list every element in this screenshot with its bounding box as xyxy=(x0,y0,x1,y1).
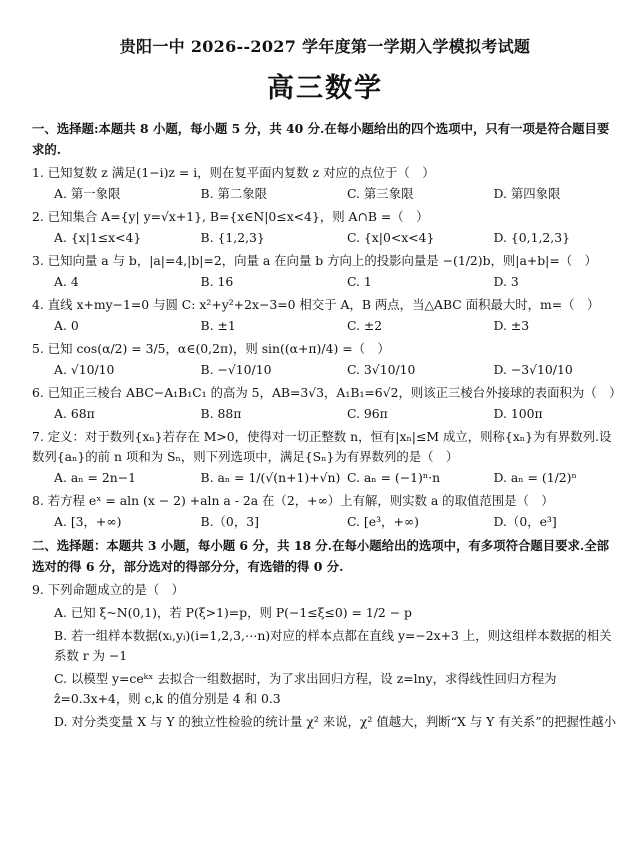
option-row xyxy=(32,468,618,488)
option-c: C. 3√10/10 xyxy=(347,362,416,377)
option-row xyxy=(32,512,618,532)
option-b: B. {1,2,3} xyxy=(200,230,265,245)
option-row xyxy=(32,316,618,336)
option-c: C. 第三象限 xyxy=(347,186,414,201)
option-row xyxy=(32,360,618,380)
option-c: C. aₙ = (−1)ⁿ·n xyxy=(347,470,441,485)
option-row xyxy=(32,228,618,248)
option-a: A. 0 xyxy=(54,318,79,333)
option-b: B. ±1 xyxy=(200,318,236,333)
option-a: A. 4 xyxy=(54,274,79,289)
option-c: C. 1 xyxy=(347,274,372,289)
question-stem: 6. 已知正三棱台 ABC−A₁B₁C₁ 的高为 5，AB=3√3，A₁B₁=6√2，则该正三棱台外接球的表面积为（ ） xyxy=(32,385,622,400)
question-3 xyxy=(32,251,618,292)
question-9-stem: 9. 下列命题成立的是（ ） xyxy=(32,582,185,597)
option-d: D. 第四象限 xyxy=(493,186,561,201)
option-a: A. {x|1≤x<4} xyxy=(54,230,142,245)
question-9-option-b: B. 若一组样本数据(xᵢ,yᵢ)(i=1,2,3,⋯n)对应的样本点都在直线 y=−2x+3 上，则这组样本数据的相关系数 r 为 −1 xyxy=(54,628,612,663)
option-b: B.（0，3] xyxy=(200,514,259,529)
question-stem: 8. 若方程 eˣ = aln (x − 2) +aln a - 2a 在（2，+∞）上有解，则实数 a 的取值范围是（ ） xyxy=(32,493,554,508)
question-4 xyxy=(32,295,618,336)
question-6 xyxy=(32,383,622,424)
section-2-instructions: 二、选择题：本题共 3 小题，每小题 6 分，共 18 分.在每小题给出的选项中，有多项符合题目要求.全部选对的得 6 分，部分选对的得部分分，有选错的得 0 分. xyxy=(32,538,610,574)
question-stem: 3. 已知向量 a 与 b，|a|=4,|b|=2，向量 a 在向量 b 方向上的投影向量是 −(1/2)b，则|a+b|=（ ） xyxy=(32,253,597,268)
option-d: D. −3√10/10 xyxy=(493,362,573,377)
option-b: B. 第二象限 xyxy=(200,186,268,201)
question-stem: 4. 直线 x+my−1=0 与圆 C: x²+y²+2x−3=0 相交于 A，B 两点，当△ABC 面积最大时，m=（ ） xyxy=(32,297,600,312)
section-1-instructions: 一、选择题:本题共 8 小题，每小题 5 分，共 40 分.在每小题给出的四个选项中，只有一项是符合题目要求的. xyxy=(32,121,610,157)
option-b: B. −√10/10 xyxy=(200,362,272,377)
option-a: A. 68π xyxy=(54,406,95,421)
question-9-option-c: C. 以模型 y=ceᵏˣ 去拟合一组数据时，为了求出回归方程，设 z=lny，求得线性回归方程为 ẑ=0.3x+4，则 c,k 的值分别是 4 和 0.3 xyxy=(54,671,557,706)
option-d: D. ±3 xyxy=(493,318,530,333)
option-d: D.（0，e³] xyxy=(493,514,557,529)
option-b: B. aₙ = 1/(√(n+1)+√n) xyxy=(200,470,341,485)
option-d: D. 3 xyxy=(493,274,519,289)
question-9-option-a: A. 已知 ξ~N(0,1)，若 P(ξ>1)=p，则 P(−1≤ξ≤0) = 1/2 − p xyxy=(54,605,412,620)
option-row xyxy=(32,184,618,204)
option-c: C. 96π xyxy=(347,406,388,421)
option-b: B. 88π xyxy=(200,406,242,421)
question-1 xyxy=(32,163,618,204)
option-d: D. {0,1,2,3} xyxy=(493,230,570,245)
question-list xyxy=(32,163,622,532)
option-d: D. 100π xyxy=(493,406,543,421)
question-stem: 1. 已知复数 z 满足(1−i)z = i，则在复平面内复数 z 对应的点位于（ ） xyxy=(32,165,435,180)
option-a: A. aₙ = 2n−1 xyxy=(54,470,136,485)
option-a: A. 第一象限 xyxy=(54,186,121,201)
question-8 xyxy=(32,491,618,532)
question-2 xyxy=(32,207,618,248)
question-stem: 2. 已知集合 A={y| y=√x+1}, B={x∈N|0≤x<4}，则 A∩B =（ ） xyxy=(32,209,429,224)
question-stem: 7. 定义：对于数列{xₙ}若存在 M>0，使得对一切正整数 n，恒有|xₙ|≤M 成立，则称{xₙ}为有界数列.设数列{aₙ}的前 n 项和为 Sₙ，则下列选项中，满足{Sₙ}为有界数列的是（ ） xyxy=(32,429,612,464)
exam-header: 贵阳一中 2026--2027 学年度第一学期入学模拟考试题 xyxy=(119,37,531,56)
option-c: C. ±2 xyxy=(347,318,383,333)
exam-title: 高三数学 xyxy=(267,73,383,104)
option-row xyxy=(32,272,618,292)
option-d: D. aₙ = (1/2)ⁿ xyxy=(493,470,577,485)
question-7 xyxy=(32,427,618,488)
option-row xyxy=(32,404,618,424)
option-c: C. {x|0<x<4} xyxy=(347,230,435,245)
option-c: C. [e³，+∞) xyxy=(347,514,419,529)
question-5 xyxy=(32,339,618,380)
option-a: A. [3，+∞) xyxy=(54,514,122,529)
question-9-option-d: D. 对分类变量 X 与 Y 的独立性检验的统计量 χ² 来说，χ² 值越大，判断“X 与 Y 有关系”的把握性越小 xyxy=(54,714,617,729)
option-b: B. 16 xyxy=(200,274,234,289)
option-a: A. √10/10 xyxy=(54,362,115,377)
question-stem: 5. 已知 cos(α/2) = 3/5，α∈(0,2π)，则 sin((α+π)/4) =（ ） xyxy=(32,341,390,356)
